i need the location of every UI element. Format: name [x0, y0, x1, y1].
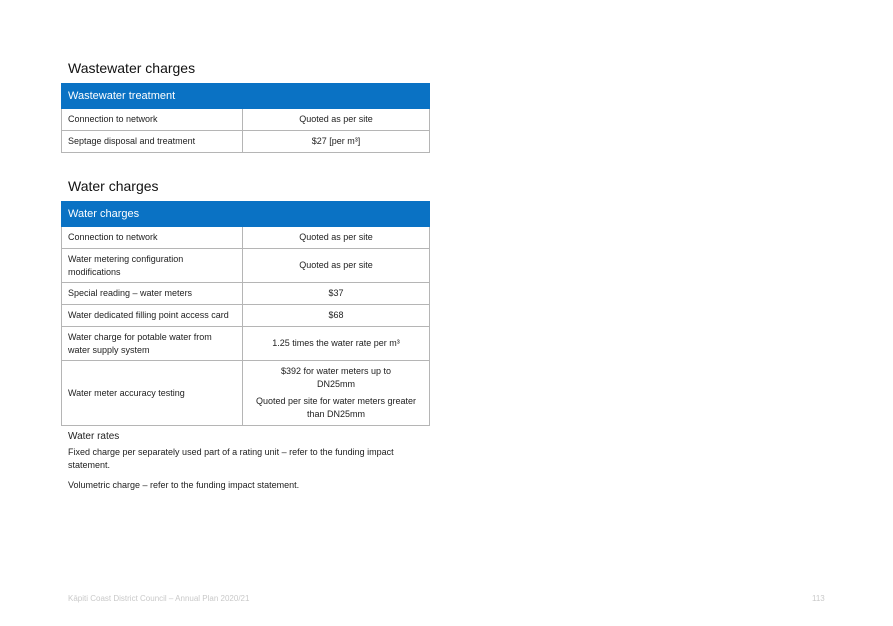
table-row: [62, 361, 430, 426]
wastewater-table-header: Wastewater treatment: [62, 84, 430, 109]
wastewater-title: Wastewater charges: [68, 60, 196, 76]
charge-cell: $37: [243, 283, 430, 305]
charge-cell: [243, 361, 430, 426]
item-cell: Connection to network: [62, 227, 243, 249]
water-table: [61, 201, 430, 426]
table-row: [62, 327, 430, 361]
table-row: [62, 131, 430, 153]
water-rates-heading: Water rates: [68, 431, 120, 442]
item-cell: Septage disposal and treatment: [62, 131, 243, 153]
table-row: [62, 283, 430, 305]
charge-cell: $68: [243, 305, 430, 327]
charge-line: $392 for water meters up to DN25mm: [280, 366, 392, 389]
item-cell: Water charge for potable water from water supply system: [62, 327, 243, 361]
footer-title: Kāpiti Coast District Council – Annual Plan 2020/21: [68, 594, 250, 603]
charge-cell: $27 [per m³]: [243, 131, 430, 153]
page-number: 113: [812, 594, 825, 603]
table-row: [62, 227, 430, 249]
water-rates-paragraph: Fixed charge per separately used part of a rating unit – refer to the funding impact statement.: [68, 447, 394, 470]
water-rates-paragraph: Volumetric charge – refer to the funding impact statement.: [68, 480, 300, 490]
charge-cell: Quoted as per site: [243, 249, 430, 283]
item-cell: Water metering configuration modifications: [62, 249, 243, 283]
wastewater-table: [61, 83, 430, 153]
charge-cell: Quoted as per site: [243, 109, 430, 131]
item-cell: Water dedicated filling point access card: [62, 305, 243, 327]
item-cell: Special reading – water meters: [62, 283, 243, 305]
charge-cell: 1.25 times the water rate per m³: [243, 327, 430, 361]
table-row: [62, 249, 430, 283]
table-row: [62, 109, 430, 131]
table-row: [62, 305, 430, 327]
item-cell: Water meter accuracy testing: [62, 361, 243, 426]
water-rates-notes: [68, 430, 408, 499]
charge-line: Quoted per site for water meters greater than DN25mm: [255, 396, 417, 419]
water-title: Water charges: [68, 178, 159, 194]
water-table-header: Water charges: [62, 202, 430, 227]
item-cell: Connection to network: [62, 109, 243, 131]
charge-cell: Quoted as per site: [243, 227, 430, 249]
